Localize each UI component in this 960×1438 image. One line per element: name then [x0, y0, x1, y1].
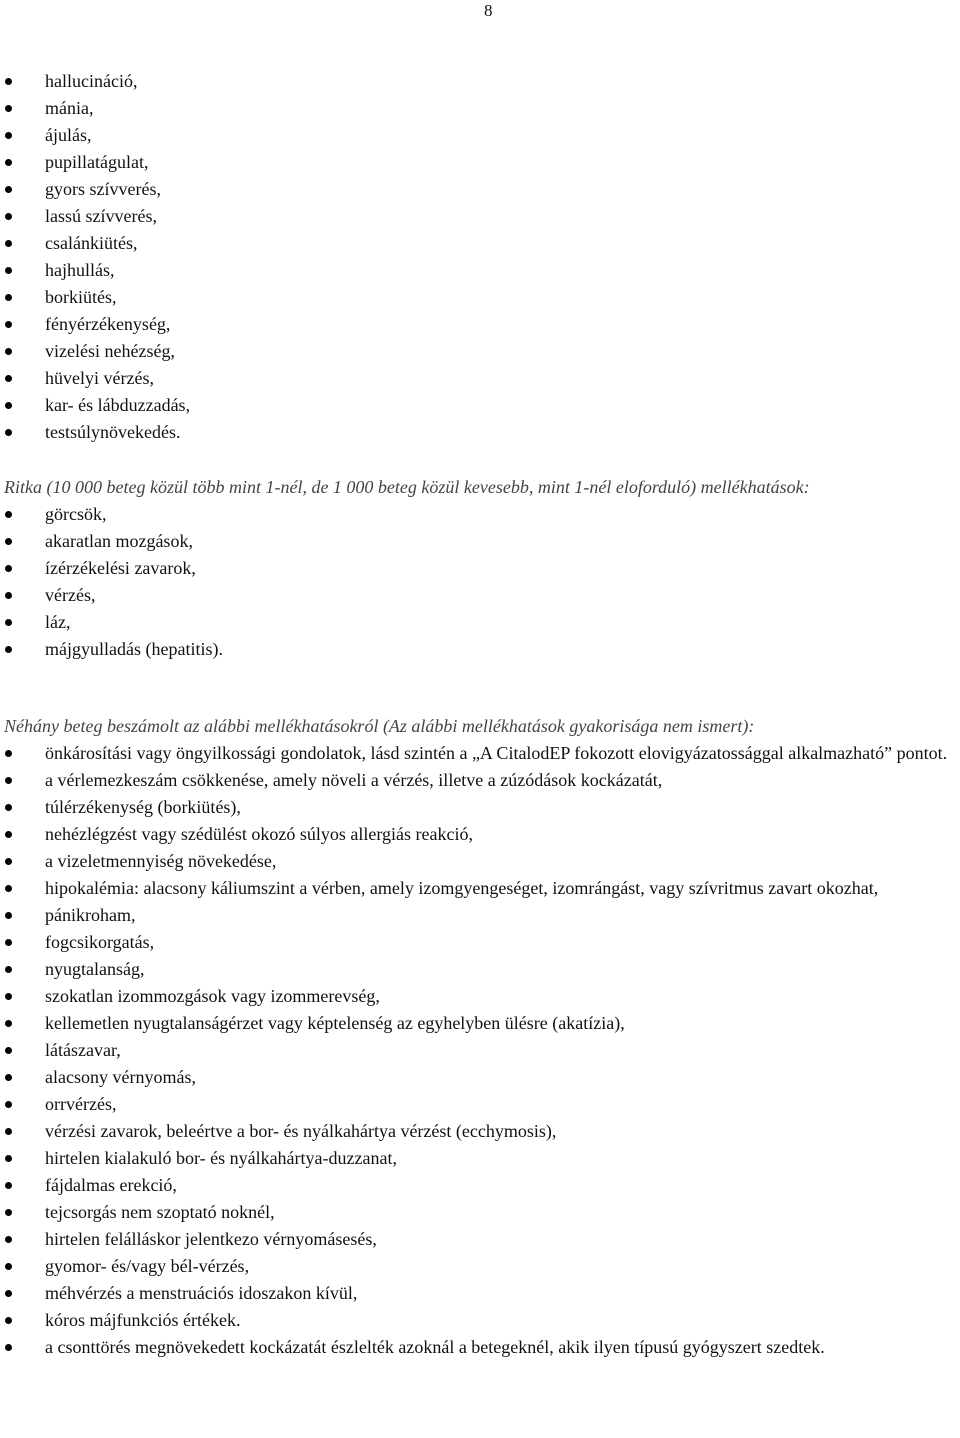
rare-side-effects-list	[0, 501, 960, 663]
bullet-icon	[5, 511, 12, 518]
bullet-icon	[5, 213, 12, 220]
list-item-text: ájulás,	[45, 125, 92, 145]
list-item	[0, 1118, 960, 1145]
bullet-icon	[5, 1128, 12, 1135]
bullet-icon	[5, 1047, 12, 1054]
bullet-icon	[5, 1182, 12, 1189]
unknown-frequency-section	[0, 713, 960, 1361]
bullet-icon	[5, 646, 12, 653]
bullet-icon	[5, 619, 12, 626]
bullet-icon	[5, 1317, 12, 1324]
list-item-text: borkiütés,	[45, 287, 117, 307]
list-item-text: hirtelen kialakuló bor- és nyálkahártya-duzzanat,	[45, 1148, 397, 1168]
list-item-text: kellemetlen nyugtalanságérzet vagy képtelenség az egyhelyben ülésre (akatízia),	[45, 1013, 625, 1033]
list-item-text: fájdalmas erekció,	[45, 1175, 177, 1195]
bullet-icon	[5, 105, 12, 112]
bullet-icon	[5, 132, 12, 139]
list-item-text: önkárosítási vagy öngyilkossági gondolatok, lásd szintén a „A CitalodEP fokozott elovigyázatossággal alkalmazható” pontot.	[45, 743, 948, 763]
list-item	[0, 338, 960, 365]
list-item	[0, 1064, 960, 1091]
list-item-text: görcsök,	[45, 504, 107, 524]
list-item	[0, 230, 960, 257]
unknown-frequency-list	[0, 740, 960, 1361]
list-item-text: a vérlemezkeszám csökkenése, amely növeli a vérzés, illetve a zúzódások kockázatát,	[45, 770, 663, 790]
list-item	[0, 203, 960, 230]
list-item-text: alacsony vérnyomás,	[45, 1067, 196, 1087]
list-item	[0, 875, 960, 902]
list-item-text: láz,	[45, 612, 71, 632]
bullet-icon	[5, 1263, 12, 1270]
list-item	[0, 392, 960, 419]
rare-section-intro: Ritka (10 000 beteg közül több mint 1-nél, de 1 000 beteg közül kevesebb, mint 1-nél eloforduló) mellékhatások:	[4, 477, 810, 497]
bullet-icon	[5, 804, 12, 811]
list-item	[0, 1253, 960, 1280]
bullet-icon	[5, 1236, 12, 1243]
list-item-text: vérzési zavarok, beleértve a bor- és nyálkahártya vérzést (ecchymosis),	[45, 1121, 557, 1141]
bullet-icon	[5, 1290, 12, 1297]
bullet-icon	[5, 993, 12, 1000]
list-item-text: hirtelen felálláskor jelentkezo vérnyomásesés,	[45, 1229, 377, 1249]
list-item	[0, 176, 960, 203]
list-item-text: hüvelyi vérzés,	[45, 368, 154, 388]
list-item	[0, 365, 960, 392]
list-item	[0, 740, 960, 767]
bullet-icon	[5, 1074, 12, 1081]
bullet-icon	[5, 429, 12, 436]
list-item-text: fogcsikorgatás,	[45, 932, 155, 952]
list-item	[0, 501, 960, 528]
list-item	[0, 311, 960, 338]
bullet-icon	[5, 294, 12, 301]
list-item-text: májgyulladás (hepatitis).	[45, 639, 223, 659]
list-item-text: mánia,	[45, 98, 94, 118]
bullet-icon	[5, 1101, 12, 1108]
bullet-icon	[5, 777, 12, 784]
bullet-icon	[5, 402, 12, 409]
common-side-effects-list	[0, 68, 960, 446]
list-item	[0, 929, 960, 956]
list-item	[0, 582, 960, 609]
list-item-text: hipokalémia: alacsony káliumszint a vérben, amely izomgyengeséget, izomrángást, vagy szívritmus zavart okozhat,	[45, 878, 879, 898]
list-item	[0, 821, 960, 848]
bullet-icon	[5, 186, 12, 193]
common-side-effects-section	[0, 68, 960, 446]
bullet-icon	[5, 267, 12, 274]
bullet-icon	[5, 1155, 12, 1162]
list-item-text: pupillatágulat,	[45, 152, 149, 172]
list-item-text: nehézlégzést vagy szédülést okozó súlyos allergiás reakció,	[45, 824, 474, 844]
bullet-icon	[5, 538, 12, 545]
list-item	[0, 1334, 960, 1361]
list-item	[0, 1145, 960, 1172]
list-item-text: túlérzékenység (borkiütés),	[45, 797, 241, 817]
list-item-text: hajhullás,	[45, 260, 115, 280]
list-item	[0, 636, 960, 663]
list-item	[0, 68, 960, 95]
list-item-text: gyors szívverés,	[45, 179, 161, 199]
list-item-text: fényérzékenység,	[45, 314, 171, 334]
list-item-text: szokatlan izommozgások vagy izommerevség,	[45, 986, 380, 1006]
list-item	[0, 149, 960, 176]
page-number: 8	[484, 1, 493, 20]
list-item	[0, 1010, 960, 1037]
unknown-section-intro: Néhány beteg beszámolt az alábbi mellékhatásokról (Az alábbi mellékhatások gyakorisága nem ismert):	[4, 716, 755, 736]
list-item-text: tejcsorgás nem szoptató noknél,	[45, 1202, 275, 1222]
bullet-icon	[5, 831, 12, 838]
bullet-icon	[5, 1344, 12, 1351]
list-item-text: hallucináció,	[45, 71, 138, 91]
bullet-icon	[5, 1020, 12, 1027]
list-item	[0, 983, 960, 1010]
list-item-text: kóros májfunkciós értékek.	[45, 1310, 241, 1330]
list-item-text: a csonttörés megnövekedett kockázatát észlelték azoknál a betegeknél, akik ilyen típusú gyógyszert szedtek.	[45, 1337, 825, 1357]
list-item-text: testsúlynövekedés.	[45, 422, 181, 442]
list-item	[0, 257, 960, 284]
list-item-text: kar- és lábduzzadás,	[45, 395, 191, 415]
list-item-text: ízérzékelési zavarok,	[45, 558, 196, 578]
list-item	[0, 609, 960, 636]
list-item	[0, 902, 960, 929]
list-item	[0, 1091, 960, 1118]
list-item	[0, 767, 960, 794]
list-item-text: orrvérzés,	[45, 1094, 117, 1114]
list-item	[0, 1199, 960, 1226]
list-item	[0, 1226, 960, 1253]
list-item-text: látászavar,	[45, 1040, 121, 1060]
list-item-text: lassú szívverés,	[45, 206, 157, 226]
list-item	[0, 95, 960, 122]
list-item	[0, 1307, 960, 1334]
list-item	[0, 555, 960, 582]
list-item-text: vizelési nehézség,	[45, 341, 175, 361]
list-item-text: gyomor- és/vagy bél-vérzés,	[45, 1256, 250, 1276]
list-item-text: pánikroham,	[45, 905, 136, 925]
list-item	[0, 528, 960, 555]
list-item-text: nyugtalanság,	[45, 959, 145, 979]
bullet-icon	[5, 858, 12, 865]
list-item	[0, 419, 960, 446]
list-item-text: vérzés,	[45, 585, 96, 605]
bullet-icon	[5, 592, 12, 599]
bullet-icon	[5, 885, 12, 892]
bullet-icon	[5, 348, 12, 355]
list-item-text: méhvérzés a menstruációs idoszakon kívül,	[45, 1283, 358, 1303]
rare-side-effects-section	[0, 474, 960, 663]
list-item	[0, 848, 960, 875]
bullet-icon	[5, 565, 12, 572]
list-item	[0, 956, 960, 983]
list-item	[0, 1280, 960, 1307]
bullet-icon	[5, 912, 12, 919]
list-item-text: csalánkiütés,	[45, 233, 138, 253]
bullet-icon	[5, 78, 12, 85]
bullet-icon	[5, 375, 12, 382]
list-item	[0, 794, 960, 821]
bullet-icon	[5, 159, 12, 166]
list-item	[0, 284, 960, 311]
list-item-text: akaratlan mozgások,	[45, 531, 193, 551]
bullet-icon	[5, 240, 12, 247]
bullet-icon	[5, 1209, 12, 1216]
bullet-icon	[5, 750, 12, 757]
list-item	[0, 1037, 960, 1064]
bullet-icon	[5, 939, 12, 946]
bullet-icon	[5, 966, 12, 973]
list-item	[0, 1172, 960, 1199]
bullet-icon	[5, 321, 12, 328]
list-item	[0, 122, 960, 149]
list-item-text: a vizeletmennyiség növekedése,	[45, 851, 277, 871]
